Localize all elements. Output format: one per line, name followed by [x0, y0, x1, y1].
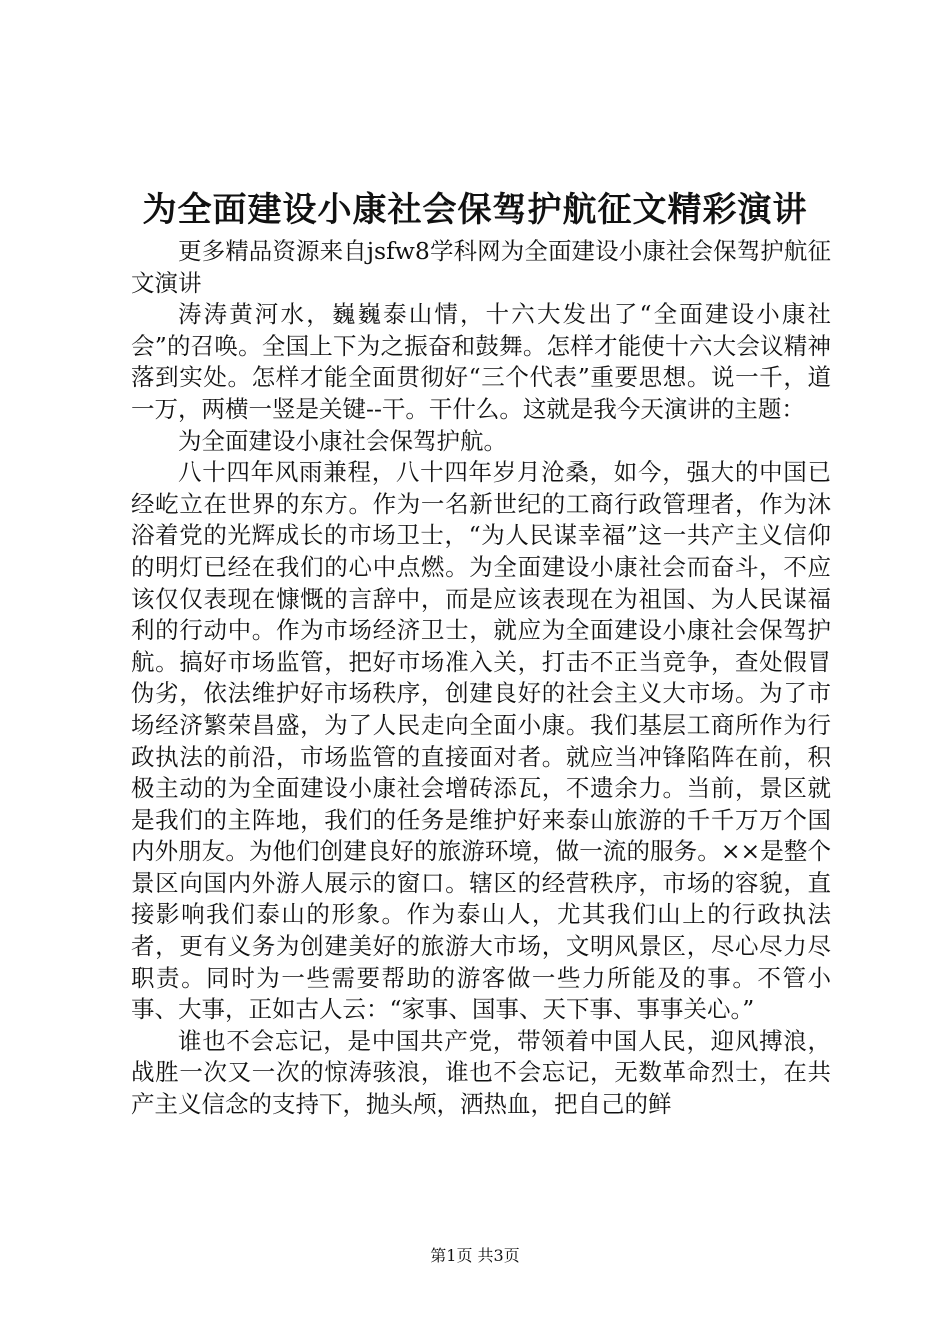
paragraph-opening: 涛涛黄河水，巍巍泰山情，十六大发出了“全面建设小康社会”的召唤。全国上下为之振奋和鼓舞。怎样才能使十六大会议精神落到实处。怎样才能全面贯彻好“三个代表”重要思想。说一千，道一万，两横一竖是关键--干。干什么。这就是我今天演讲的主题： [131, 300, 831, 423]
document-title: 为全面建设小康社会保驾护航征文精彩演讲 [142, 190, 808, 230]
document-body [131, 236, 831, 1121]
page-number-footer: 第1页 共3页 [430, 1246, 520, 1265]
paragraph-theme: 为全面建设小康社会保驾护航。 [178, 426, 507, 455]
paragraph-closing: 谁也不会忘记，是中国共产党，带领着中国人民，迎风搏浪，战胜一次又一次的惊涛骇浪，谁也不会忘记，无数革命烈士，在共产主义信念的支持下，抛头颅，洒热血，把自己的鲜 [131, 1026, 831, 1119]
paragraph-main: 八十四年风雨兼程，八十四年岁月沧桑，如今，强大的中国已经屹立在世界的东方。作为一名新世纪的工商行政管理者，作为沐浴着党的光辉成长的市场卫士，“为人民谋幸福”这一共产主义信仰的明灯已经在我们的心中点燃。为全面建设小康社会而奋斗，不应该仅仅表现在慷慨的言辞中，而是应该表现在为祖国、为人民谋福利的行动中。作为市场经济卫士，就应为全面建设小康社会保驾护航。搞好市场监管，把好市场准入关，打击不正当竞争，查处假冒伪劣，依法维护好市场秩序，创建良好的社会主义大市场。为了市场经济繁荣昌盛，为了人民走向全面小康。我们基层工商所作为行政执法的前沿，市场监管的直接面对者。就应当冲锋陷阵在前，积极主动的为全面建设小康社会增砖添瓦，不遗余力。当前，景区就是我们的主阵地，我们的任务是维护好来泰山旅游的千千万万个国内外朋友。为他们创建良好的旅游环境，做一流的服务。××是整个景区向国内外游人展示的窗口。辖区的经营秩序，市场的容貌，直接影响我们泰山的形象。作为泰山人，尤其我们山上的行政执法者，更有义务为创建美好的旅游大市场，文明风景区，尽心尽力尽职责。同时为一些需要帮助的游客做一些力所能及的事。不管小事、大事，正如古人云：“家事、国事、天下事、事事关心。” [131, 458, 831, 1024]
paragraph-intro: 更多精品资源来自jsfw8学科网为全面建设小康社会保驾护航征文演讲 [131, 237, 831, 297]
